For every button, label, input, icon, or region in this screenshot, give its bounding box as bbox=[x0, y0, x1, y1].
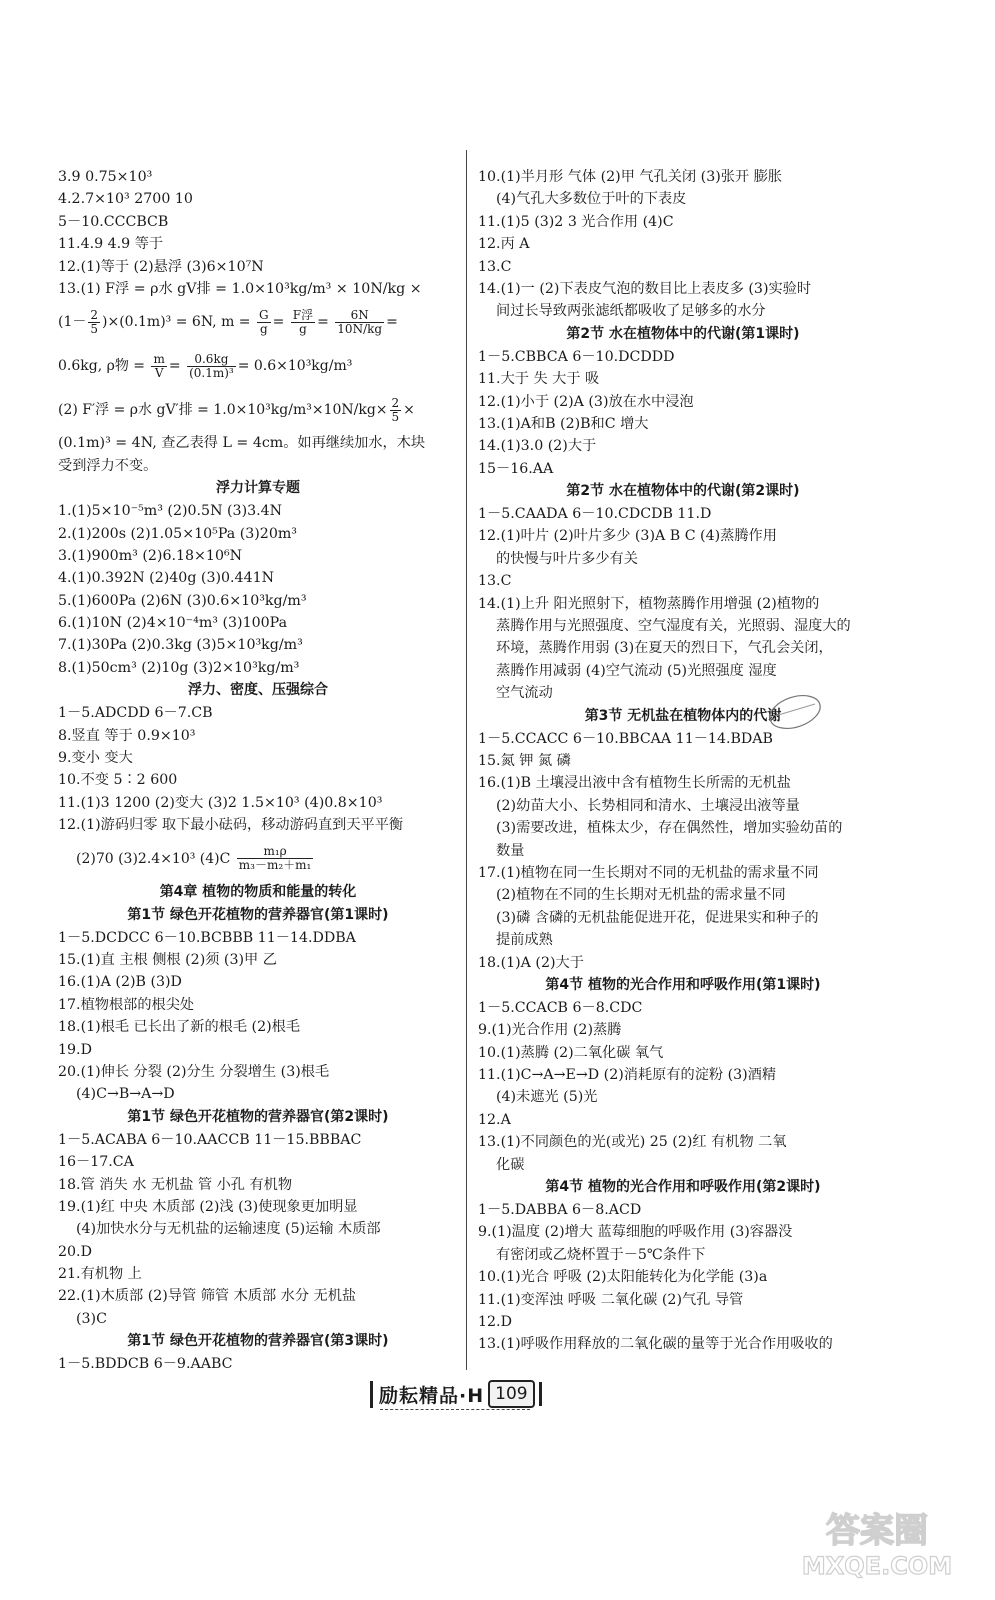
answer-line: (3)需要改进，植株太少，存在偶然性，增加实验幼苗的 bbox=[496, 820, 843, 837]
answer-line: 2.(1)200s (2)1.05×10⁵Pa (3)20m³ bbox=[58, 525, 297, 542]
answer-line: (4)未遮光 (5)光 bbox=[496, 1089, 598, 1106]
formula-text: = bbox=[168, 358, 181, 375]
answer-line: 11.(1)变浑浊 呼吸 二氧化碳 (2)气孔 导管 bbox=[478, 1291, 744, 1308]
answer-line: 20.(1)伸长 分裂 (2)分生 分裂增生 (3)根毛 bbox=[58, 1063, 330, 1080]
answer-line: 1－5.ADCDD 6－7.CB bbox=[58, 705, 213, 722]
chapter-heading: 第4章 植物的物质和能量的转化 bbox=[159, 883, 357, 900]
formula-text: 0.6kg, ρ物 = bbox=[58, 358, 146, 375]
answer-line: 8.竖直 等于 0.9×10³ bbox=[58, 727, 196, 744]
answer-line: 13.C bbox=[478, 258, 512, 275]
answer-line: 1.(1)5×10⁻⁵m³ (2)0.5N (3)3.4N bbox=[58, 503, 283, 520]
answer-line: 12.A bbox=[478, 1111, 511, 1128]
answer-line: 空气流动 bbox=[496, 685, 553, 702]
brand-label: 励耘精品·H bbox=[370, 1381, 484, 1408]
formula-text: = bbox=[317, 314, 329, 331]
answer-line: 16.(1)B 土壤浸出液中含有植物生长所需的无机盐 bbox=[478, 775, 791, 792]
answer-line: 10.(1)蒸腾 (2)二氧化碳 氧气 bbox=[478, 1044, 664, 1061]
answer-line: 4.(1)0.392N (2)40g (3)0.441N bbox=[58, 570, 275, 587]
answer-line: 1－5.DABBA 6－8.ACD bbox=[478, 1202, 642, 1219]
numerator: 2 bbox=[391, 395, 400, 410]
answer-line: 13.(1)呼吸作用释放的二氧化碳的量等于光合作用吸收的 bbox=[478, 1336, 833, 1353]
section-heading: 第4节 植物的光合作用和呼吸作用(第1课时) bbox=[545, 976, 821, 993]
answer-line: 11.(1)C→A→E→D (2)消耗原有的淀粉 (3)酒精 bbox=[478, 1067, 777, 1084]
left-column bbox=[58, 166, 458, 1376]
answer-line: 18.(1)根毛 已长出了新的根毛 (2)根毛 bbox=[58, 1019, 301, 1036]
answer-line: 9.(1)光合作用 (2)蒸腾 bbox=[478, 1022, 622, 1039]
answer-line: 16.(1)A (2)B (3)D bbox=[58, 974, 182, 991]
fraction bbox=[187, 353, 236, 380]
numerator: m₁ρ bbox=[237, 845, 314, 859]
answer-line: 1－5.CCACB 6－8.CDC bbox=[478, 999, 643, 1016]
denominator: (0.1m)³ bbox=[189, 365, 234, 380]
answer-line: 12.丙 A bbox=[478, 236, 530, 253]
numerator: 6N bbox=[335, 309, 384, 323]
answer-line: 的快慢与叶片多少有关 bbox=[496, 550, 638, 567]
formula-text: × bbox=[403, 402, 415, 419]
answer-line: 10.(1)半月形 气体 (2)甲 气孔关闭 (3)张开 膨胀 bbox=[478, 169, 783, 185]
section-heading: 浮力计算专题 bbox=[216, 480, 300, 497]
fraction bbox=[335, 309, 384, 336]
answer-line: 14.(1)上升 阳光照射下，植物蒸腾作用增强 (2)植物的 bbox=[478, 595, 820, 612]
answer-line: 蒸腾作用与光照强度、空气湿度有关，光照弱、湿度大的 bbox=[496, 618, 851, 635]
answer-line: 间过长导致两张滤纸都吸收了足够多的水分 bbox=[496, 303, 766, 320]
denominator: 5 bbox=[90, 321, 99, 336]
answer-line: 5.(1)600Pa (2)6N (3)0.6×10³kg/m³ bbox=[58, 592, 307, 609]
answer-line: 17.(1)植物在同一生长期对不同的无机盐的需求量不同 bbox=[478, 864, 819, 881]
answer-line: (4)加快水分与无机盐的运输速度 (5)运输 木质部 bbox=[76, 1221, 381, 1238]
answer-line: (3)磷 含磷的无机盐能促进开花，促进果实和种子的 bbox=[496, 909, 819, 926]
stamp-icon bbox=[765, 692, 825, 732]
answer-line: 21.有机物 上 bbox=[58, 1266, 142, 1283]
answer-line: 蒸腾作用减弱 (4)空气流动 (5)光照强度 湿度 bbox=[496, 662, 777, 679]
answer-line: 9.变小 变大 bbox=[58, 750, 133, 767]
answer-line: 18.(1)A (2)大于 bbox=[478, 954, 584, 971]
column-divider bbox=[466, 150, 467, 1370]
answer-line: 化碳 bbox=[496, 1156, 525, 1173]
answer-line: (2)植物在不同的生长期对无机盐的需求量不同 bbox=[496, 887, 786, 904]
fraction bbox=[291, 309, 315, 336]
answer-line: 13.(1)不同颜色的光(或光) 25 (2)红 有机物 二氧 bbox=[478, 1134, 787, 1151]
answer-line: (3)C bbox=[76, 1310, 107, 1327]
answer-line: 数量 bbox=[496, 842, 525, 859]
formula-text: (2) F′浮 = ρ水 gV′排 = 1.0×10³kg/m³×10N/kg× bbox=[58, 402, 388, 419]
answer-line: 提前成熟 bbox=[496, 932, 553, 949]
right-column bbox=[478, 166, 888, 1356]
answer-line: 15.(1)直 主根 侧根 (2)须 (3)甲 乙 bbox=[58, 951, 277, 968]
fraction bbox=[237, 845, 314, 872]
answer-line: 1－5.CBBCA 6－10.DCDDD bbox=[478, 348, 675, 365]
answer-line: 1－5.CAADA 6－10.CDCDB 11.D bbox=[478, 506, 712, 523]
answer-line: 13.(1) F浮 = ρ水 gV排 = 1.0×10³kg/m³ × 10N/kg × bbox=[58, 280, 422, 297]
formula-line bbox=[58, 837, 458, 881]
answer-line: 受到浮力不变。 bbox=[58, 457, 158, 474]
denominator: 5 bbox=[391, 409, 400, 424]
answer-line: (0.1m)³ = 4N, 查乙表得 L = 4cm。如再继续加水，木块 bbox=[58, 435, 426, 452]
footer-rule bbox=[380, 1409, 530, 1410]
answer-line: 12.(1)小于 (2)A (3)放在水中浸泡 bbox=[478, 393, 694, 410]
answer-line: 3.(1)900m³ (2)6.18×10⁶N bbox=[58, 547, 243, 564]
formula-text: )×(0.1m)³ = 6N, m = bbox=[102, 314, 251, 331]
answer-line: 1－5.DCDCC 6－10.BCBBB 11－14.DDBA bbox=[58, 929, 356, 946]
answer-line: 13.C bbox=[478, 573, 512, 590]
formula-line bbox=[58, 344, 458, 388]
answer-line: 1－5.CCACC 6－10.BBCAA 11－14.BDAB bbox=[478, 730, 773, 747]
watermark-bottom: MXQE.COM bbox=[801, 1552, 953, 1580]
answer-line: 13.(1)A和B (2)B和C 增大 bbox=[478, 415, 649, 432]
denominator: g bbox=[259, 321, 268, 336]
watermark-logo bbox=[777, 1502, 977, 1582]
section-heading: 第3节 无机盐在植物体内的代谢 bbox=[584, 707, 782, 724]
answer-line: 11.(1)5 (3)2 3 光合作用 (4)C bbox=[478, 213, 674, 230]
numerator: G bbox=[259, 307, 269, 322]
answer-line: 环境，蒸腾作用弱 (3)在夏天的烈日下，气孔会关闭， bbox=[496, 640, 833, 657]
answer-line: 14.(1)一 (2)下表皮气泡的数目比上表皮多 (3)实验时 bbox=[478, 280, 812, 297]
watermark-top: 答案圈 bbox=[826, 1511, 928, 1551]
formula-text: = 0.6×10³kg/m³ bbox=[237, 358, 353, 375]
denominator: V bbox=[154, 365, 164, 380]
formula-text: = bbox=[272, 314, 285, 331]
answer-line: 15.氮 钾 氮 磷 bbox=[478, 752, 571, 769]
formula-text: (1－ bbox=[58, 314, 87, 331]
answer-line: 12.D bbox=[478, 1313, 512, 1330]
answer-line: 7.(1)30Pa (2)0.3kg (3)5×10³kg/m³ bbox=[58, 637, 303, 654]
formula-line bbox=[58, 388, 458, 432]
answer-line: 8.(1)50cm³ (2)10g (3)2×10³kg/m³ bbox=[58, 659, 300, 676]
answer-line: 16－17.CA bbox=[58, 1154, 134, 1171]
answer-line: 3.9 0.75×10³ bbox=[58, 169, 153, 185]
answer-line: 11.4.9 4.9 等于 bbox=[58, 236, 164, 253]
answer-line: 22.(1)木质部 (2)导管 筛管 木质部 水分 无机盐 bbox=[58, 1288, 357, 1305]
answer-line: 1－5.BDDCB 6－9.AABC bbox=[58, 1356, 233, 1373]
answer-line: 14.(1)3.0 (2)大于 bbox=[478, 438, 597, 455]
answer-line: 10.不变 5∶2 600 bbox=[58, 772, 178, 789]
formula-line bbox=[58, 300, 458, 344]
answer-line: 6.(1)10N (2)4×10⁻⁴m³ (3)100Pa bbox=[58, 615, 288, 632]
answer-line: 1－5.ACABA 6－10.AACCB 11－15.BBBAC bbox=[58, 1131, 362, 1148]
formula-text: = bbox=[386, 314, 398, 331]
answer-line: 17.植物根部的根尖处 bbox=[58, 996, 195, 1013]
answer-line: 4.2.7×10³ 2700 10 bbox=[58, 191, 193, 208]
answer-line: 12.(1)等于 (2)悬浮 (3)6×10⁷N bbox=[58, 258, 264, 275]
answer-line: 19.(1)红 中央 木质部 (2)浅 (3)使现象更加明显 bbox=[58, 1198, 358, 1215]
section-heading: 第1节 绿色开花植物的营养器官(第3课时) bbox=[127, 1333, 389, 1350]
section-heading: 浮力、密度、压强综合 bbox=[188, 682, 328, 699]
fraction bbox=[151, 353, 166, 380]
section-heading: 第2节 水在植物体中的代谢(第1课时) bbox=[566, 325, 800, 342]
answer-line: 10.(1)光合 呼吸 (2)太阳能转化为化学能 (3)a bbox=[478, 1269, 768, 1286]
formula-text: (2)70 (3)2.4×10³ (4)C bbox=[76, 850, 231, 867]
answer-line: 12.(1)游码归零 取下最小砝码，移动游码直到天平平衡 bbox=[58, 817, 404, 834]
section-heading: 第1节 绿色开花植物的营养器官(第2课时) bbox=[127, 1108, 389, 1125]
answer-line: 9.(1)温度 (2)增大 蓝莓细胞的呼吸作用 (3)容器没 bbox=[478, 1224, 793, 1241]
footer-bar bbox=[539, 1382, 542, 1406]
answer-line: 18.管 消失 水 无机盐 管 小孔 有机物 bbox=[58, 1176, 293, 1193]
answer-line: 11.(1)3 1200 (2)变大 (3)2 1.5×10³ (4)0.8×10³ bbox=[58, 794, 383, 811]
answer-line: 11.大于 失 大于 吸 bbox=[478, 371, 600, 388]
denominator: 10N/kg bbox=[337, 321, 383, 336]
section-heading: 第1节 绿色开花植物的营养器官(第1课时) bbox=[127, 906, 389, 923]
numerator: 2 bbox=[90, 307, 99, 322]
answer-line: 12.(1)叶片 (2)叶片多少 (3)A B C (4)蒸腾作用 bbox=[478, 528, 777, 545]
answer-line: 15－16.AA bbox=[478, 460, 554, 477]
section-heading: 第4节 植物的光合作用和呼吸作用(第2课时) bbox=[545, 1179, 821, 1196]
fraction bbox=[88, 309, 100, 336]
numerator: m bbox=[153, 351, 165, 366]
answer-line: (4)C→B→A→D bbox=[76, 1086, 175, 1103]
denominator: m₃－m₂＋m₁ bbox=[238, 858, 312, 873]
denominator: g bbox=[299, 321, 307, 336]
page-footer bbox=[370, 1377, 542, 1411]
answer-line: 5－10.CCCBCB bbox=[58, 213, 169, 230]
section-heading: 第2节 水在植物体中的代谢(第2课时) bbox=[566, 483, 800, 500]
numerator: 0.6kg bbox=[187, 353, 236, 367]
fraction bbox=[257, 309, 271, 336]
answer-line: (2)幼苗大小、长势相同和清水、土壤浸出液等量 bbox=[496, 797, 800, 814]
fraction bbox=[390, 397, 402, 424]
answer-line: (4)气孔大多数位于叶的下表皮 bbox=[496, 191, 687, 208]
answer-line: 有密闭或乙烧杯置于－5℃条件下 bbox=[496, 1246, 706, 1263]
numerator: F浮 bbox=[292, 307, 314, 322]
answer-line: 19.D bbox=[58, 1041, 92, 1058]
page-number: 109 bbox=[488, 1380, 534, 1408]
answer-line: 20.D bbox=[58, 1243, 92, 1260]
